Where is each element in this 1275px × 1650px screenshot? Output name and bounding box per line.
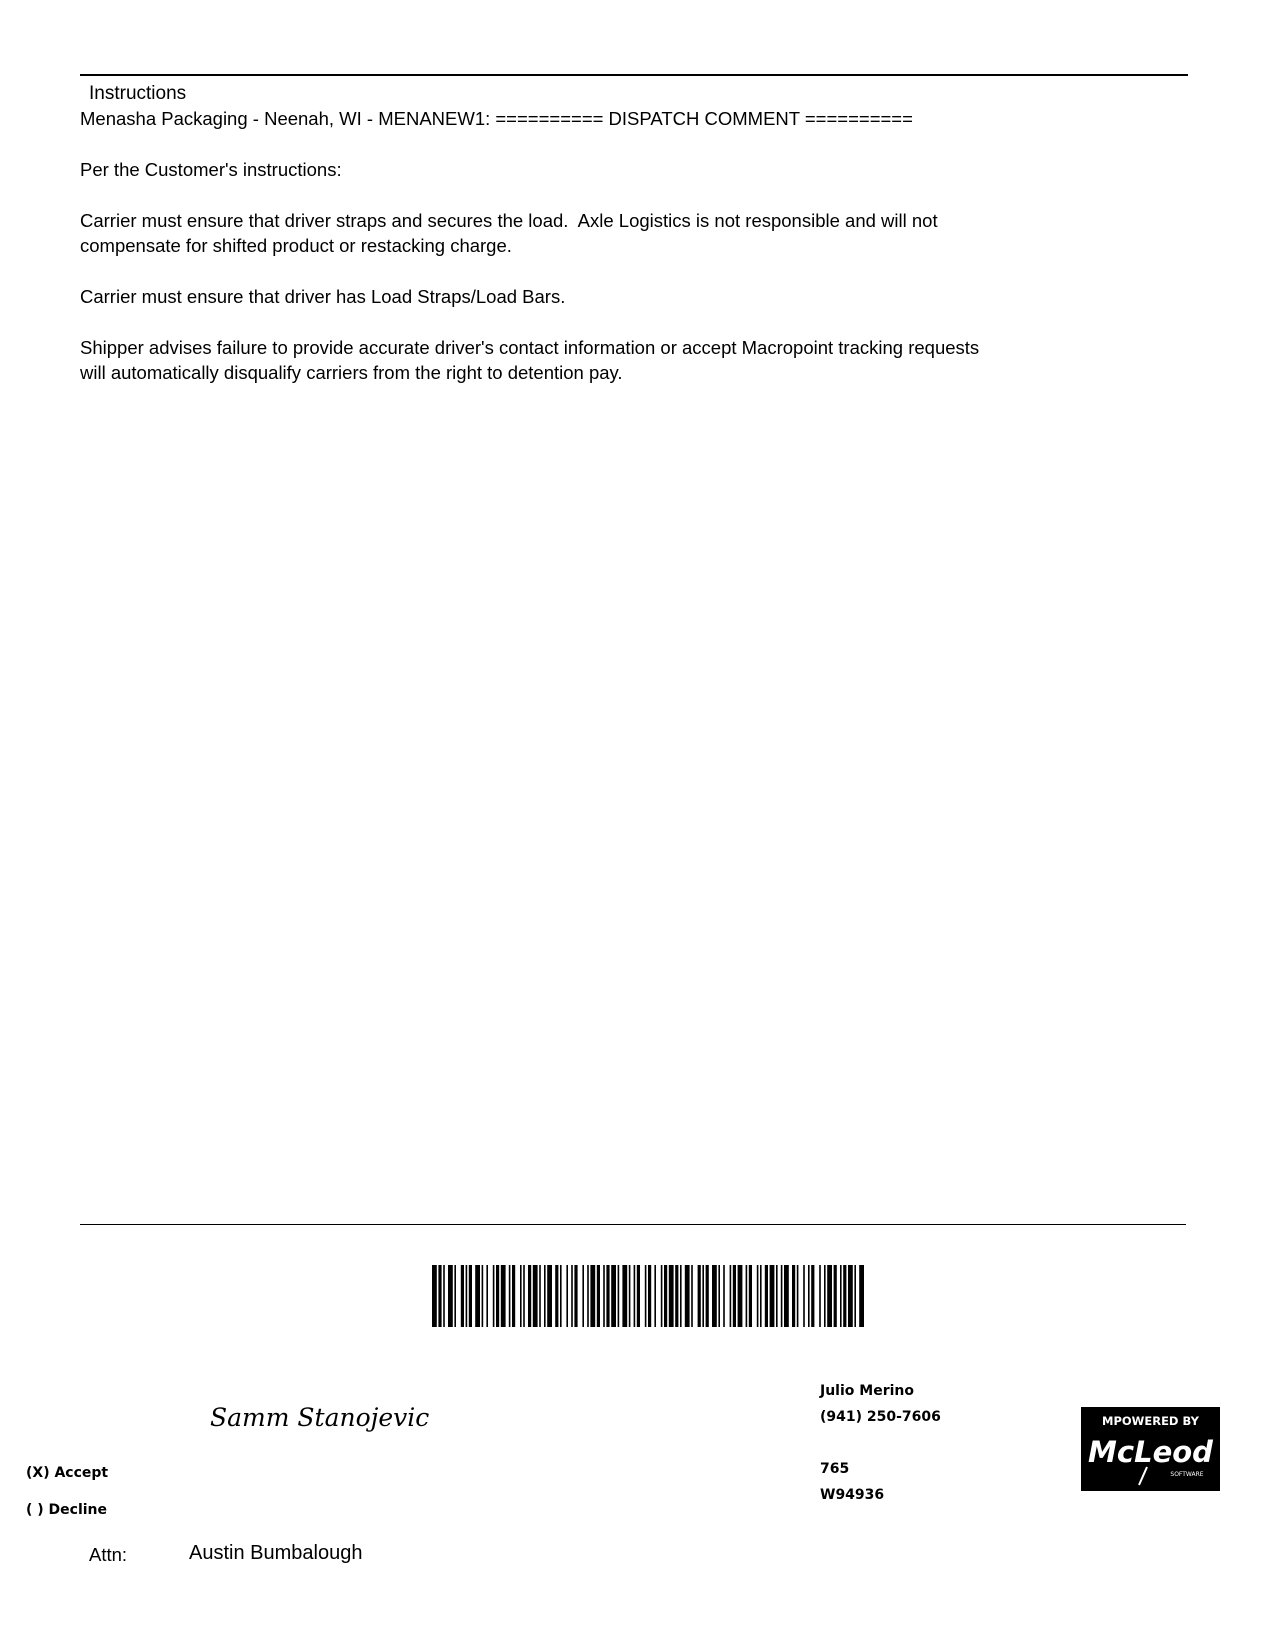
attn-label: Attn:	[89, 1544, 128, 1565]
bottom-divider	[80, 1224, 1186, 1225]
attn-name: Austin Bumbalough	[189, 1542, 363, 1564]
dispatch-comment-line: Menasha Packaging - Neenah, WI - MENANEW1: ========== DISPATCH COMMENT ==========	[80, 108, 913, 129]
barcode-icon	[432, 1265, 864, 1327]
carrier-code: 765	[820, 1461, 850, 1477]
instructions-heading: Instructions	[89, 83, 187, 104]
carrier-contact-name: Julio Merino	[820, 1383, 914, 1399]
straps-instruction-line-1: Carrier must ensure that driver straps and secures the load. Axle Logistics is not responsible and will not	[80, 210, 938, 231]
load-bars-instruction: Carrier must ensure that driver has Load Straps/Load Bars.	[80, 286, 566, 307]
straps-instruction-line-2: compensate for shifted product or restacking charge.	[80, 235, 512, 256]
accept-option[interactable]: (X) Accept	[26, 1465, 109, 1481]
logo-tagline: MPOWERED BY	[1102, 1414, 1199, 1428]
top-divider	[80, 74, 1188, 76]
carrier-contact-phone: (941) 250-7606	[820, 1409, 941, 1425]
signature-image	[208, 1398, 438, 1438]
customer-instructions-intro: Per the Customer's instructions:	[80, 159, 342, 180]
carrier-reference: W94936	[820, 1487, 885, 1503]
detention-policy-line-1: Shipper advises failure to provide accurate driver's contact information or accept Macropoint tracking requests	[80, 337, 980, 358]
signature-text: Samm Stanojevic	[210, 1403, 430, 1432]
logo-subtext: SOFTWARE	[1170, 1471, 1204, 1478]
mcleod-logo-icon	[1081, 1407, 1220, 1491]
logo-brand: McLeod	[1088, 1435, 1213, 1469]
detention-policy-line-2: will automatically disqualify carriers from the right to detention pay.	[80, 362, 623, 383]
decline-option[interactable]: ( ) Decline	[26, 1502, 108, 1518]
